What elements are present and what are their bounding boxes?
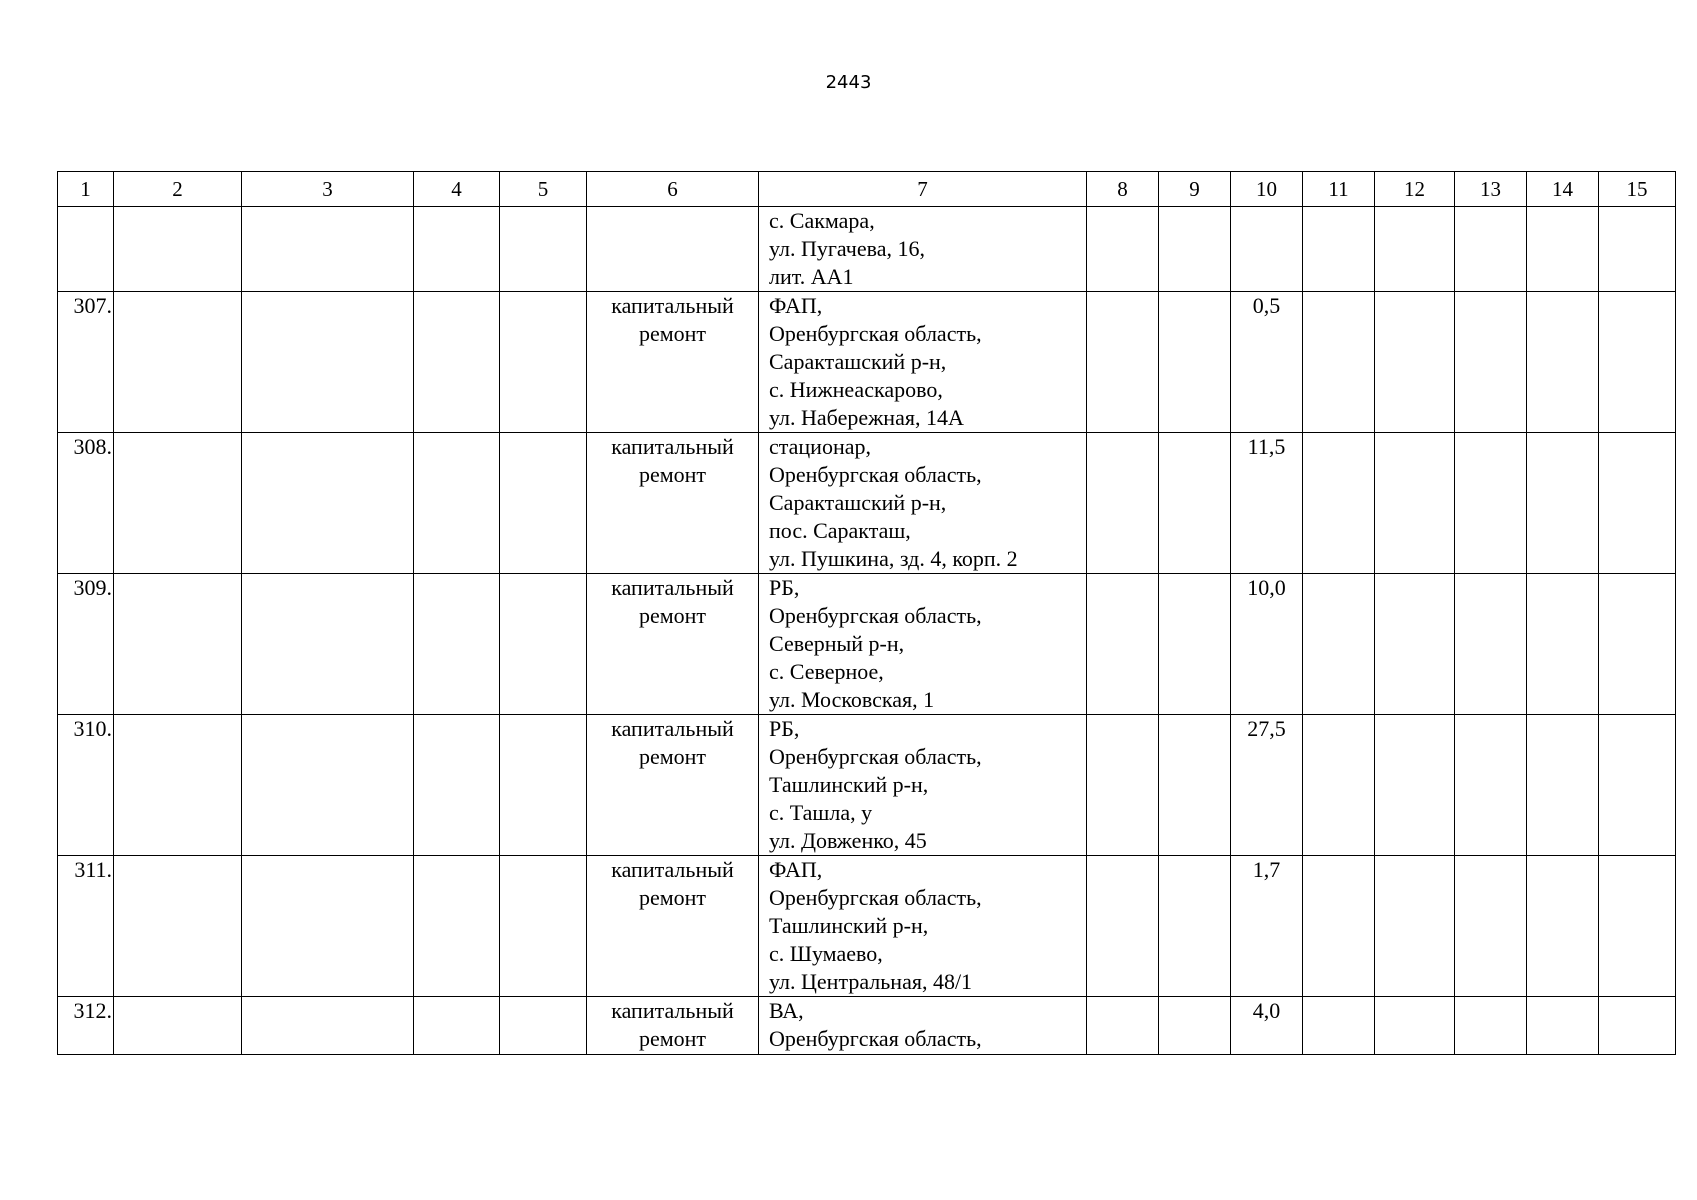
object-line: Северный р-н, — [769, 631, 905, 656]
column-header-9: 9 — [1159, 172, 1231, 207]
cell-col-14 — [1527, 207, 1599, 292]
cell-col-2 — [114, 715, 242, 856]
cell-col-13 — [1455, 433, 1527, 574]
column-header-5: 5 — [500, 172, 587, 207]
cell-col-5 — [500, 292, 587, 433]
work-type-cell — [587, 997, 759, 1055]
column-header-3: 3 — [242, 172, 414, 207]
cell-col-12 — [1375, 997, 1455, 1055]
cell-col-12 — [1375, 292, 1455, 433]
cell-col-11 — [1303, 207, 1375, 292]
work-type-line: ремонт — [638, 321, 707, 346]
column-header-1: 1 — [58, 172, 114, 207]
cell-col-4 — [414, 856, 500, 997]
object-line: стационар, — [769, 434, 871, 459]
cell-col-3 — [242, 997, 414, 1055]
cell-col-14 — [1527, 433, 1599, 574]
object-line: РБ, — [769, 716, 800, 741]
object-line: ул. Пушкина, зд. 4, корп. 2 — [769, 546, 1018, 571]
work-type-line: ремонт — [638, 462, 707, 487]
cell-col-5 — [500, 856, 587, 997]
object-cell — [759, 856, 1087, 997]
row-number: 309. — [58, 574, 114, 715]
cell-col-5 — [500, 574, 587, 715]
object-cell — [759, 433, 1087, 574]
cell-col-15 — [1599, 433, 1676, 574]
cell-col-3 — [242, 574, 414, 715]
cell-col-11 — [1303, 715, 1375, 856]
object-line: Оренбургская область, — [769, 321, 982, 346]
cell-col-14 — [1527, 856, 1599, 997]
table-row — [58, 292, 1676, 433]
row-number: 308. — [58, 433, 114, 574]
row-number: 310. — [58, 715, 114, 856]
cell-col-13 — [1455, 856, 1527, 997]
object-line: Оренбургская область, — [769, 603, 982, 628]
cell-col-3 — [242, 292, 414, 433]
cell-col-2 — [114, 433, 242, 574]
cell-col-9 — [1159, 856, 1231, 997]
work-type-line: ремонт — [638, 1026, 707, 1051]
value-cell: 1,7 — [1231, 856, 1303, 997]
cell-col-11 — [1303, 433, 1375, 574]
cell-col-13 — [1455, 207, 1527, 292]
page-number: 2443 — [825, 72, 872, 93]
value-cell: 27,5 — [1231, 715, 1303, 856]
cell-col-15 — [1599, 715, 1676, 856]
work-type-line: ремонт — [638, 885, 707, 910]
cell-col-4 — [414, 997, 500, 1055]
cell-col-14 — [1527, 715, 1599, 856]
object-cell — [759, 207, 1087, 292]
object-line: Оренбургская область, — [769, 462, 982, 487]
object-line: пос. Саракташ, — [769, 518, 911, 543]
work-type-cell — [587, 574, 759, 715]
table-row — [58, 207, 1676, 292]
object-line: с. Нижнеаскарово, — [769, 377, 943, 402]
cell-col-4 — [414, 207, 500, 292]
cell-col-3 — [242, 207, 414, 292]
row-number: 312. — [58, 997, 114, 1055]
object-line: Оренбургская область, — [769, 885, 982, 910]
object-line: ул. Довженко, 45 — [769, 828, 927, 853]
table-row — [58, 433, 1676, 574]
cell-col-2 — [114, 292, 242, 433]
cell-col-14 — [1527, 997, 1599, 1055]
object-line: лит. АА1 — [769, 264, 854, 289]
cell-col-8 — [1087, 997, 1159, 1055]
column-header-8: 8 — [1087, 172, 1159, 207]
object-line: ул. Пугачева, 16, — [769, 236, 925, 261]
object-line: Ташлинский р-н, — [769, 913, 929, 938]
cell-col-13 — [1455, 715, 1527, 856]
cell-col-8 — [1087, 574, 1159, 715]
work-type-line: капитальный — [611, 716, 734, 741]
cell-col-15 — [1599, 574, 1676, 715]
cell-col-5 — [500, 997, 587, 1055]
cell-col-5 — [500, 433, 587, 574]
object-line: ФАП, — [769, 857, 823, 882]
cell-col-9 — [1159, 207, 1231, 292]
object-cell — [759, 574, 1087, 715]
cell-col-9 — [1159, 715, 1231, 856]
cell-col-12 — [1375, 207, 1455, 292]
work-type-cell — [587, 715, 759, 856]
object-cell — [759, 997, 1087, 1055]
object-line: РБ, — [769, 575, 800, 600]
column-header-14: 14 — [1527, 172, 1599, 207]
work-type-cell — [587, 207, 759, 292]
data-table — [57, 171, 1676, 1055]
column-header-10: 10 — [1231, 172, 1303, 207]
header-row — [58, 172, 1676, 207]
work-type-line: капитальный — [611, 998, 734, 1023]
cell-col-11 — [1303, 856, 1375, 997]
cell-col-12 — [1375, 715, 1455, 856]
cell-col-2 — [114, 574, 242, 715]
object-line: ул. Московская, 1 — [769, 687, 935, 712]
column-header-11: 11 — [1303, 172, 1375, 207]
object-line: ул. Центральная, 48/1 — [769, 969, 973, 994]
cell-col-8 — [1087, 715, 1159, 856]
column-header-12: 12 — [1375, 172, 1455, 207]
object-cell — [759, 292, 1087, 433]
cell-col-4 — [414, 292, 500, 433]
table-body — [58, 172, 1676, 1055]
cell-col-15 — [1599, 207, 1676, 292]
work-type-line: ремонт — [638, 744, 707, 769]
cell-col-9 — [1159, 433, 1231, 574]
cell-col-4 — [414, 433, 500, 574]
cell-col-9 — [1159, 997, 1231, 1055]
cell-col-11 — [1303, 292, 1375, 433]
work-type-line: капитальный — [611, 293, 734, 318]
cell-col-3 — [242, 433, 414, 574]
cell-col-15 — [1599, 856, 1676, 997]
cell-col-9 — [1159, 574, 1231, 715]
value-cell — [1231, 207, 1303, 292]
table-row — [58, 997, 1676, 1055]
cell-col-8 — [1087, 856, 1159, 997]
column-header-4: 4 — [414, 172, 500, 207]
cell-col-4 — [414, 715, 500, 856]
row-number: 307. — [58, 292, 114, 433]
cell-col-15 — [1599, 997, 1676, 1055]
value-cell: 11,5 — [1231, 433, 1303, 574]
cell-col-14 — [1527, 574, 1599, 715]
cell-col-3 — [242, 856, 414, 997]
cell-col-2 — [114, 207, 242, 292]
column-header-15: 15 — [1599, 172, 1676, 207]
cell-col-2 — [114, 856, 242, 997]
value-cell: 0,5 — [1231, 292, 1303, 433]
object-line: с. Северное, — [769, 659, 884, 684]
object-line: ул. Набережная, 14А — [769, 405, 964, 430]
work-type-cell — [587, 856, 759, 997]
cell-col-13 — [1455, 997, 1527, 1055]
cell-col-8 — [1087, 292, 1159, 433]
value-cell: 10,0 — [1231, 574, 1303, 715]
cell-col-2 — [114, 997, 242, 1055]
cell-col-8 — [1087, 433, 1159, 574]
cell-col-14 — [1527, 292, 1599, 433]
work-type-line: ремонт — [638, 603, 707, 628]
cell-col-12 — [1375, 856, 1455, 997]
row-number — [58, 207, 114, 292]
object-line: Оренбургская область, — [769, 744, 982, 769]
cell-col-3 — [242, 715, 414, 856]
work-type-line: капитальный — [611, 434, 734, 459]
work-type-line: капитальный — [611, 575, 734, 600]
object-line: Саракташский р-н, — [769, 349, 947, 374]
cell-col-11 — [1303, 997, 1375, 1055]
work-type-line: капитальный — [611, 857, 734, 882]
value-cell: 4,0 — [1231, 997, 1303, 1055]
cell-col-11 — [1303, 574, 1375, 715]
cell-col-12 — [1375, 574, 1455, 715]
table-row — [58, 715, 1676, 856]
row-number: 311. — [58, 856, 114, 997]
table-row — [58, 856, 1676, 997]
cell-col-5 — [500, 207, 587, 292]
object-line: ВА, — [769, 998, 804, 1023]
cell-col-4 — [414, 574, 500, 715]
column-header-6: 6 — [587, 172, 759, 207]
column-header-7: 7 — [759, 172, 1087, 207]
cell-col-13 — [1455, 574, 1527, 715]
table-row — [58, 574, 1676, 715]
work-type-cell — [587, 433, 759, 574]
object-line: Саракташский р-н, — [769, 490, 947, 515]
object-line: ФАП, — [769, 293, 823, 318]
column-header-2: 2 — [114, 172, 242, 207]
work-type-cell — [587, 292, 759, 433]
cell-col-13 — [1455, 292, 1527, 433]
object-line: Оренбургская область, — [769, 1026, 982, 1051]
object-line: Ташлинский р-н, — [769, 772, 929, 797]
object-cell — [759, 715, 1087, 856]
cell-col-15 — [1599, 292, 1676, 433]
column-header-13: 13 — [1455, 172, 1527, 207]
object-line: с. Ташла, у — [769, 800, 873, 825]
cell-col-8 — [1087, 207, 1159, 292]
object-line: с. Сакмара, — [769, 208, 875, 233]
cell-col-12 — [1375, 433, 1455, 574]
cell-col-9 — [1159, 292, 1231, 433]
cell-col-5 — [500, 715, 587, 856]
object-line: с. Шумаево, — [769, 941, 883, 966]
